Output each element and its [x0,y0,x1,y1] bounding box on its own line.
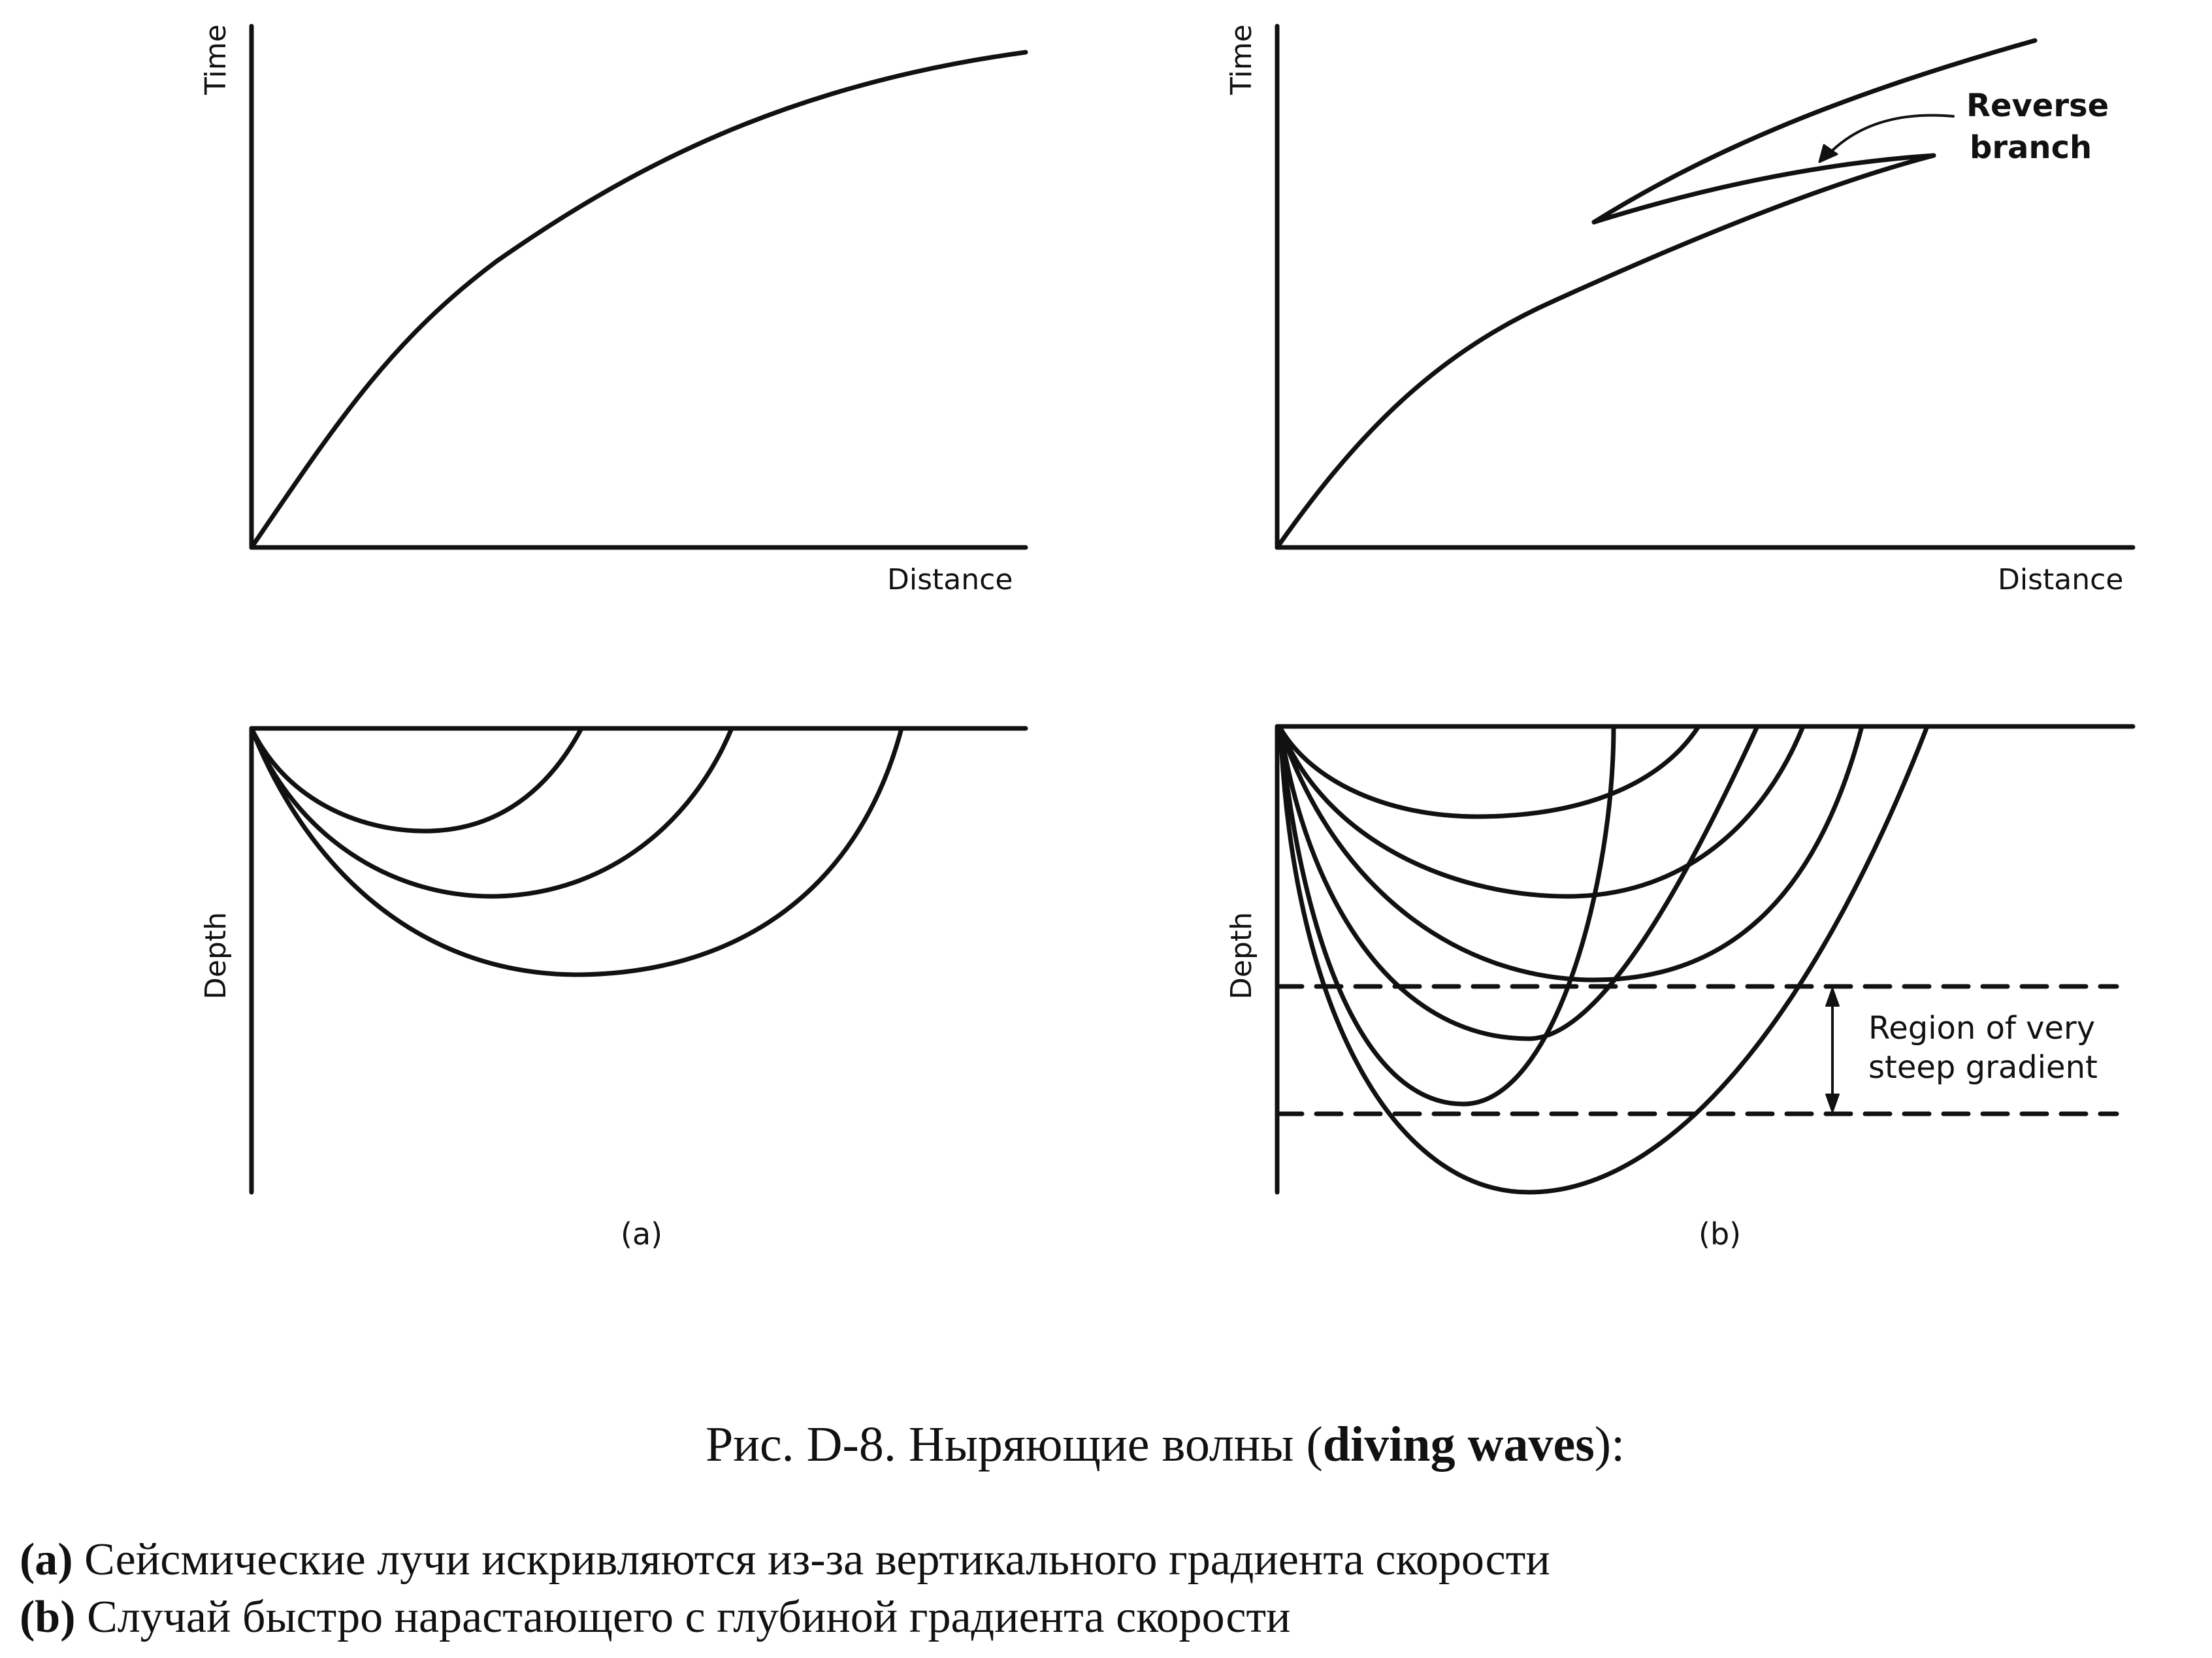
caption-title-prefix: Рис. D-8. Ныряющие волны ( [706,1417,1323,1472]
caption-a-marker: (a) [20,1535,73,1585]
a-time-axis-label: Time [199,24,233,95]
panel-a-label: (a) [621,1216,663,1252]
caption-a-text: Сейсмические лучи искривляются из-за вертикального градиента скорости [73,1535,1550,1585]
b-distance-axis-label: Distance [1998,563,2124,596]
b-ray-3 [1280,726,1862,980]
caption-title-english: diving waves [1322,1417,1595,1472]
caption-line-b [20,1591,1291,1644]
b-time-axis-label: Time [1225,24,1258,95]
a-ray-2 [252,728,732,896]
caption-line-a [20,1534,1550,1586]
steep-gradient-label-line1: Region of very [1868,1010,2096,1047]
panel-b-label: (b) [1699,1216,1742,1252]
caption-b-marker: (b) [20,1592,76,1642]
b-ray-4 [1280,726,1757,1039]
steep-gradient-arrowhead-bottom [1826,1094,1839,1113]
a-distance-axis-label: Distance [887,563,1013,596]
b-ray-5 [1280,726,1614,1104]
caption-b-text: Случай быстро нарастающего с глубиной градиента скорости [75,1592,1291,1642]
reverse-branch-label-line2: branch [1970,129,2092,166]
reverse-branch-arrow [1829,116,1953,154]
a-top-traveltime-curve [252,52,1026,547]
a-depth-axis-label: Depth [199,911,233,1000]
reverse-branch-label-line1: Reverse [1966,88,2109,124]
b-depth-axis-label: Depth [1225,911,1258,1000]
figure-caption-title [706,1416,1625,1473]
caption-title-suffix: ): [1594,1417,1625,1472]
a-ray-1 [252,728,581,831]
steep-gradient-label-line2: steep gradient [1868,1049,2098,1086]
b-ray-1 [1280,726,1699,817]
steep-gradient-arrowhead-top [1826,988,1839,1006]
